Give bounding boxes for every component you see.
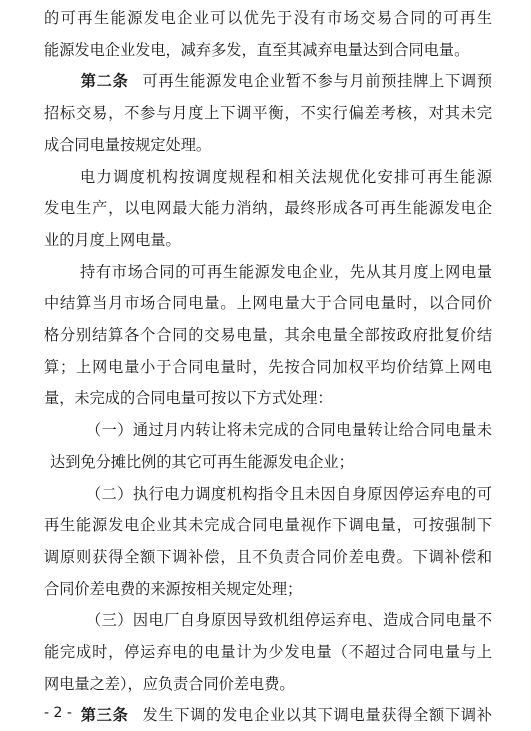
text-line: （三）因电厂自身原因导致机组停运弃电、造成合同电量不 [86,611,492,630]
text-line: 的可再生能源发电企业可以优先于没有市场交易合同的可再生 [44,9,492,27]
page-number: - 2 - [44,705,72,721]
text-line: 格分别结算各个合同的交易电量，其余电量全部按政府批复价结 [44,326,492,344]
text-line: 能完成时，停运弃电的电量计为少发电量（不超过合同电量与上 [44,643,492,661]
article-text: 可再生能源发电企业暂不参与月前预挂牌上下调预 [142,72,492,91]
text-line: 调原则获得全额下调补偿，且不负责合同价差电费。下调补偿和 [44,547,492,566]
text-line: 量，未完成的合同电量可按以下方式处理： [44,389,333,408]
text-line: 算；上网电量小于合同电量时，先按合同加权平均价结算上网电 [44,357,492,376]
text-line: 合同价差电费的来源按相关规定处理； [44,579,303,598]
text-line: （二）执行电力调度机构指令且未因自身原因停运弃电的可 [86,484,492,503]
text-line: 电力调度机构按调度规程和相关法规优化安排可再生能源 [80,167,492,186]
text-line: 达到免分摊比例的其它可再生能源发电企业； [50,452,354,471]
article-label: 第三条 [80,706,129,725]
text-line: （一）通过月内转让将未完成的合同电量转让给合同电量未 [86,421,492,440]
text-line: 业的月度上网电量。 [44,230,181,249]
text-line: 成合同电量按规定处理。 [44,135,212,154]
text-line: 中结算当月市场合同电量。上网电量大于合同电量时，以合同价 [44,294,492,313]
article-2-line [44,68,492,94]
text-line: 招标交易，不参与月度上下调平衡，不实行偏差考核，对其未完 [44,104,492,123]
text-line: 网电量之差），应负责合同价差电费。 [44,674,295,693]
text-line: 持有市场合同的可再生能源发电企业，先从其月度上网电量 [80,262,492,281]
text-line: 再生能源发电企业其未完成合同电量视作下调电量，可按强制下 [44,516,492,535]
article-3-line [44,702,492,728]
article-label: 第二条 [80,72,129,91]
text-line: 发电生产，以电网最大能力消纳，最终形成各可再生能源发电企 [44,199,492,218]
text-line: 能源发电企业发电，减弃多发，直至其减弃电量达到合同电量。 [44,40,470,59]
article-text: 发生下调的发电企业以其下调电量获得全额下调补 [142,706,492,725]
